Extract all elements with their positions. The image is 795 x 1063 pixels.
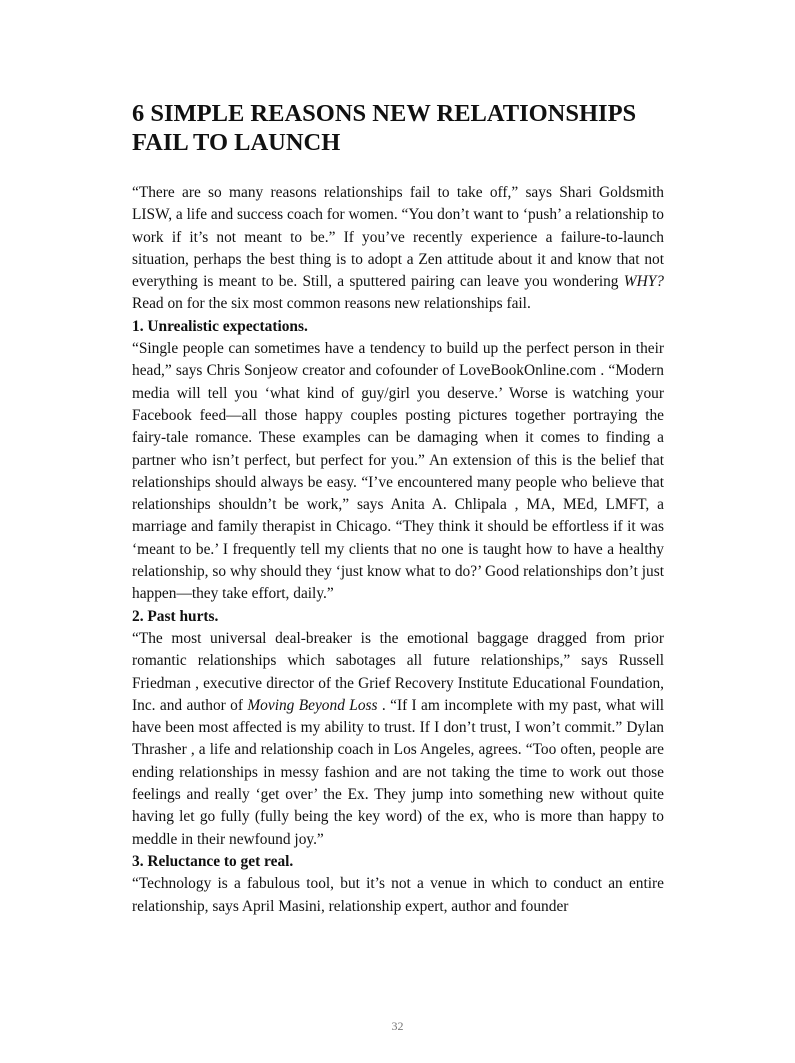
book-title: Moving Beyond Loss <box>247 696 378 714</box>
article-body <box>132 182 664 918</box>
page-number: 32 <box>391 1019 404 1033</box>
section-heading-1: 1. Unrealistic expectations. <box>132 317 308 335</box>
intro-text-end: Read on for the six most common reasons new relationships fail. <box>132 295 531 313</box>
section-heading-2: 2. Past hurts. <box>132 607 219 625</box>
section-body-2-text: “The most universal deal-breaker is the emotional baggage dragged from prior romantic relationships which sabotages all future relationships,” says Russell Friedman , executive director of the Grief Recovery Institute Educational Foundation, Inc. and author of <box>132 629 664 714</box>
intro-paragraph <box>132 182 664 316</box>
section-heading-3: 3. Reluctance to get real. <box>132 852 294 870</box>
section-body-2 <box>132 628 664 851</box>
page-title: 6 SIMPLE REASONS NEW RELATIONSHIPS FAIL TO LAUNCH <box>132 100 637 156</box>
section-body-3: “Technology is a fabulous tool, but it’s not a venue in which to conduct an entire relationship, says April Masini, relationship expert, author and founder <box>132 875 664 915</box>
section-body-1: “Single people can sometimes have a tendency to build up the perfect person in their head,” says Chris Sonjeow creator and cofounder of LoveBookOnline.com . “Modern media will tell you ‘what kind of guy/girl you deserve.’ Worse is watching your Facebook feed—all those happy couples posting pictures together portraying the fairy-tale romance. These examples can be damaging when it comes to finding a partner who isn’t perfect, but perfect for you.” An extension of this is the belief that relationships should always be easy. “I’ve encountered many people who believe that relationships shouldn’t be work,” says Anita A. Chlipala , MA, MEd, LMFT, a marriage and family therapist in Chicago. “They think it should be effortless if it was ‘meant to be.’ I frequently tell my clients that no one is taught how to have a healthy relationship, so why should they ‘just know what to do?’ Good relationships don’t just happen—they take effort, daily.” <box>132 340 664 603</box>
intro-emphasis: WHY? <box>623 273 664 291</box>
section-body-2-text-end: . “If I am incomplete with my past, what will have been most affected is my ability to trust. If I don’t trust, I won’t commit.” Dylan Thrasher , a life and relationship coach in Los Angeles, agrees. “Too often, people are ending relationships in messy fashion and are not taking the time to work out those feelings and really ‘get over’ the Ex. They jump into something new without quite having let go fully (fully being the key word) of the ex, who is more than happy to meddle in their newfound joy.” <box>132 696 664 848</box>
intro-text: “There are so many reasons relationships fail to take off,” says Shari Goldsmith LISW, a life and success coach for women. “You don’t want to ‘push’ a relationship to work if it’s not meant to be.” If you’ve recently experience a failure-to-launch situation, perhaps the best thing is to adopt a Zen attitude about it and know that not everything is meant to be. Still, a sputtered pairing can leave you wondering <box>132 184 665 291</box>
